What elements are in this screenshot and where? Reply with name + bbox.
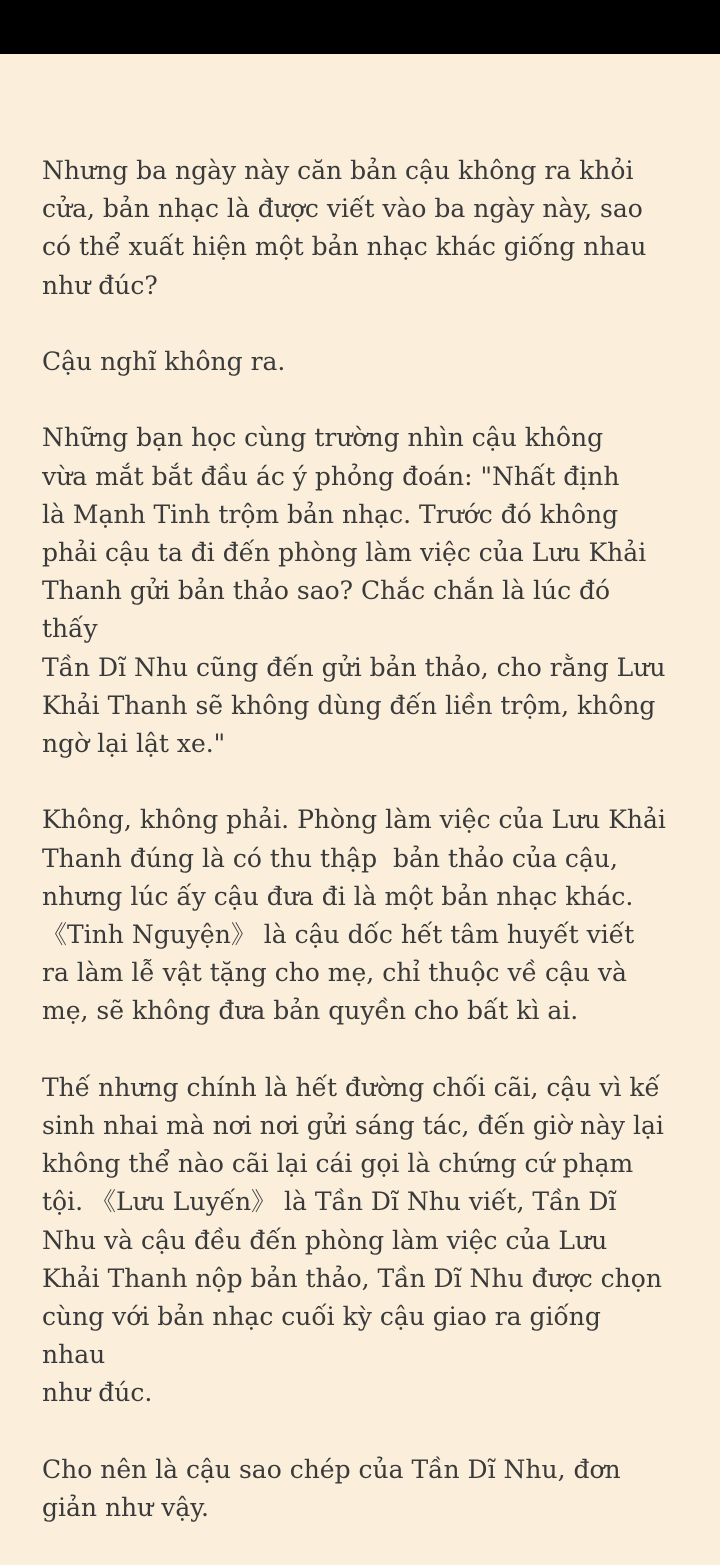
paragraph-4: Không, không phải. Phòng làm việc của Lưu Khải Thanh đúng là có thu thập bản thảo của cậu, nhưng lúc ấy cậu đưa đi là một bản nhạc khác. 《Tinh Nguyện》 là cậu dốc hết tâm huyết viết ra làm lễ vật tặng cho mẹ, chỉ thuộc về cậu và mẹ, sẽ không đưa bản quyền cho bất kì ai. [42,805,666,1026]
paragraph-2: Cậu nghĩ không ra. [42,347,286,376]
status-bar [0,0,720,54]
paragraph-3: Những bạn học cùng trường nhìn cậu không vừa mắt bắt đầu ác ý phỏng đoán: "Nhất định là Mạnh Tinh trộm bản nhạc. Trước đó không phải cậu ta đi đến phòng làm việc của Lưu Khải Thanh gửi bản thảo sao? Chắc chắn là lúc đó thấy Tần Dĩ Nhu cũng đến gửi bản thảo, cho rằng Lưu Khải Thanh sẽ không dùng đến liền trộm, không ngờ lại lật xe." [42,423,666,759]
paragraph-1: Nhưng ba ngày này căn bản cậu không ra khỏi cửa, bản nhạc là được viết vào ba ngày này, sao có thể xuất hiện một bản nhạc khác giống nhau như đúc? [42,156,647,300]
paragraph-5: Thế nhưng chính là hết đường chối cãi, cậu vì kế sinh nhai mà nơi nơi gửi sáng tác, đến giờ này lại không thể nào cãi lại cái gọi là chứng cứ phạm tội. 《Lưu Luyến》 là Tần Dĩ Nhu viết, Tần Dĩ Nhu và cậu đều đến phòng làm việc của Lưu Khải Thanh nộp bản thảo, Tần Dĩ Nhu được chọn cùng với bản nhạc cuối kỳ cậu giao ra giống nhau như đúc. [42,1072,664,1408]
paragraph-6: Cho nên là cậu sao chép của Tần Dĩ Nhu, đơn giản như vậy. [42,1454,621,1523]
reading-pane[interactable] [42,152,670,1565]
